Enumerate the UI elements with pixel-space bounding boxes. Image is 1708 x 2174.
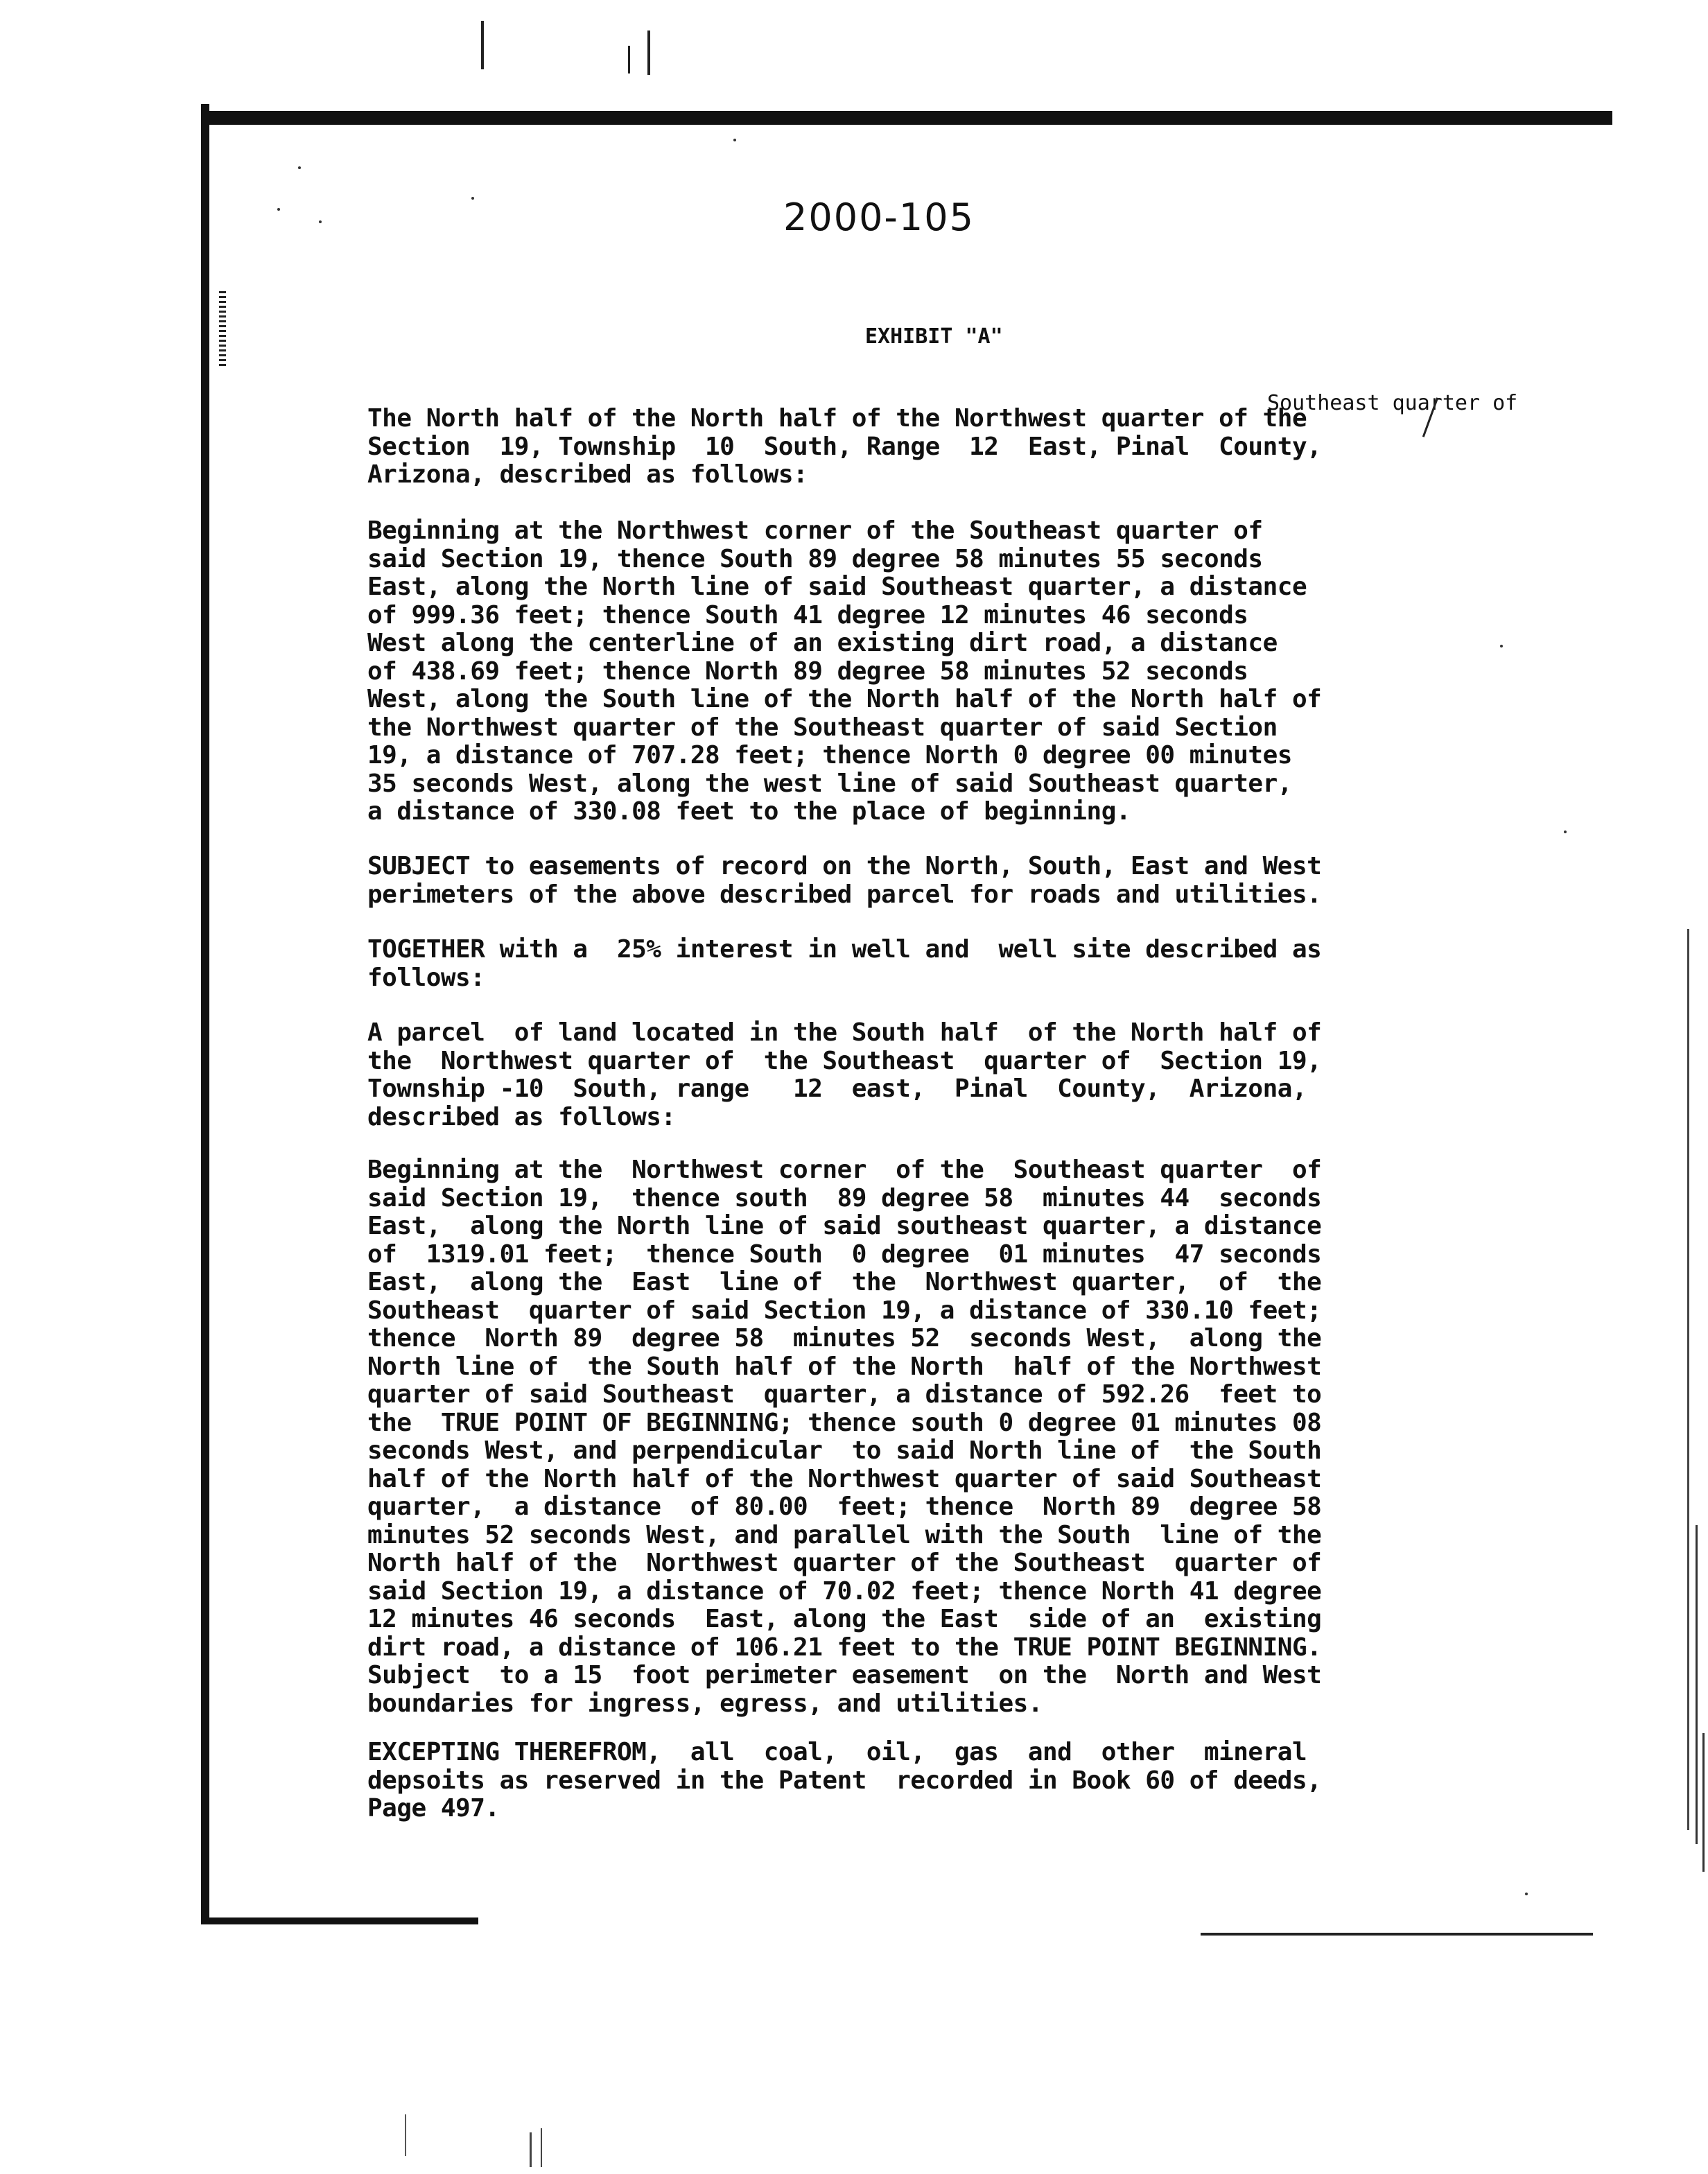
- scan-mark: [647, 31, 650, 75]
- document-number: 2000-105: [783, 195, 975, 239]
- legal-description-paragraph: SUBJECT to easements of record on the North, South, East and West perimeters of the above described parcel for roads and utilities.: [367, 852, 1322, 909]
- legal-description-paragraph: Beginning at the Northwest corner of the Southeast quarter of said Section 19, thence South 89 degree 58 minutes 55 seconds East, along the North line of said Southeast quarter, a distance of 999.36 feet; thence South 41 degree 12 minutes 46 seconds West along the centerline of an existing dirt road, a distance of 438.69 feet; thence North 89 degree 58 minutes 52 seconds West, along the South line of the North half of the North half of the Northwest quarter of the Southeast quarter of said Section 19, a distance of 707.28 feet; thence North 0 degree 00 minutes 35 seconds West, along the west line of said Southeast quarter, a distance of 330.08 feet to the place of beginning.: [367, 516, 1322, 826]
- scan-mark: [219, 291, 226, 367]
- scan-mark: [405, 2114, 406, 2156]
- scan-mark: [1702, 1733, 1705, 1872]
- scan-speck: [733, 139, 736, 141]
- scan-mark: [1696, 1525, 1698, 1844]
- page-frame-bottom-right: [1201, 1933, 1593, 1936]
- scan-speck: [298, 166, 301, 169]
- page-frame-bottom: [201, 1918, 478, 1924]
- legal-description-paragraph: TOGETHER with a 25% interest in well and well site described as follows:: [367, 935, 1322, 992]
- exhibit-title: EXHIBIT "A": [865, 324, 1003, 349]
- legal-description-paragraph: A parcel of land located in the South half of the North half of the Northwest quarter of the Southeast quarter of Section 19, Township -10 South, range 12 east, Pinal County, Arizona, described as follows:: [367, 1018, 1322, 1131]
- scan-speck: [471, 197, 474, 200]
- legal-description-paragraph: EXCEPTING THEREFROM, all coal, oil, gas and other mineral depsoits as reserved in the Patent recorded in Book 60 of deeds, Page 497.: [367, 1738, 1322, 1823]
- scan-mark: [481, 21, 484, 69]
- scan-speck: [1500, 645, 1503, 647]
- scan-speck: [1564, 831, 1567, 833]
- handwritten-insertion: Southeast quarter of: [1267, 391, 1518, 415]
- legal-description-paragraph: Beginning at the Northwest corner of the Southeast quarter of said Section 19, thence south 89 degree 58 minutes 44 seconds East, along the North line of said southeast quarter, a distance of 1319.01 feet; thence South 0 degree 01 minutes 47 seconds East, along the East line of the Northwest quarter, of the Southeast quarter of said Section 19, a distance of 330.10 feet; thence North 89 degree 58 minutes 52 seconds West, along the North line of the South half of the North half of the Northwest quarter of said Southeast quarter, a distance of 592.26 feet to the TRUE POINT OF BEGINNING; thence south 0 degree 01 minutes 08 seconds West, and perpendicular to said North line of the South half of the North half of the Northwest quarter of said Southeast quarter, a distance of 80.00 feet; thence North 89 degree 58 minutes 52 seconds West, and parallel with the South line of the North half of the Northwest quarter of the Southeast quarter of said Section 19, a distance of 70.02 feet; thence North 41 degree 12 minutes 46 seconds East, along the East side of an existing dirt road, a distance of 106.21 feet to the TRUE POINT BEGINNING. Subject to a 15 foot perimeter easement on the North and West boundaries for ingress, egress, and utilities.: [367, 1156, 1322, 1718]
- legal-description-paragraph: The North half of the North half of the Northwest quarter of the Section 19, Township 10 South, Range 12 East, Pinal County, Arizona, described as follows:: [367, 404, 1322, 489]
- scan-speck: [277, 208, 280, 211]
- page-frame-top: [207, 111, 1612, 125]
- scan-speck: [319, 220, 322, 223]
- scan-mark: [541, 2128, 542, 2167]
- scan-mark: [628, 46, 630, 73]
- scan-mark: [1687, 929, 1689, 1830]
- scan-mark: [530, 2132, 532, 2167]
- page-frame-left: [201, 104, 209, 1922]
- scan-speck: [1525, 1893, 1528, 1895]
